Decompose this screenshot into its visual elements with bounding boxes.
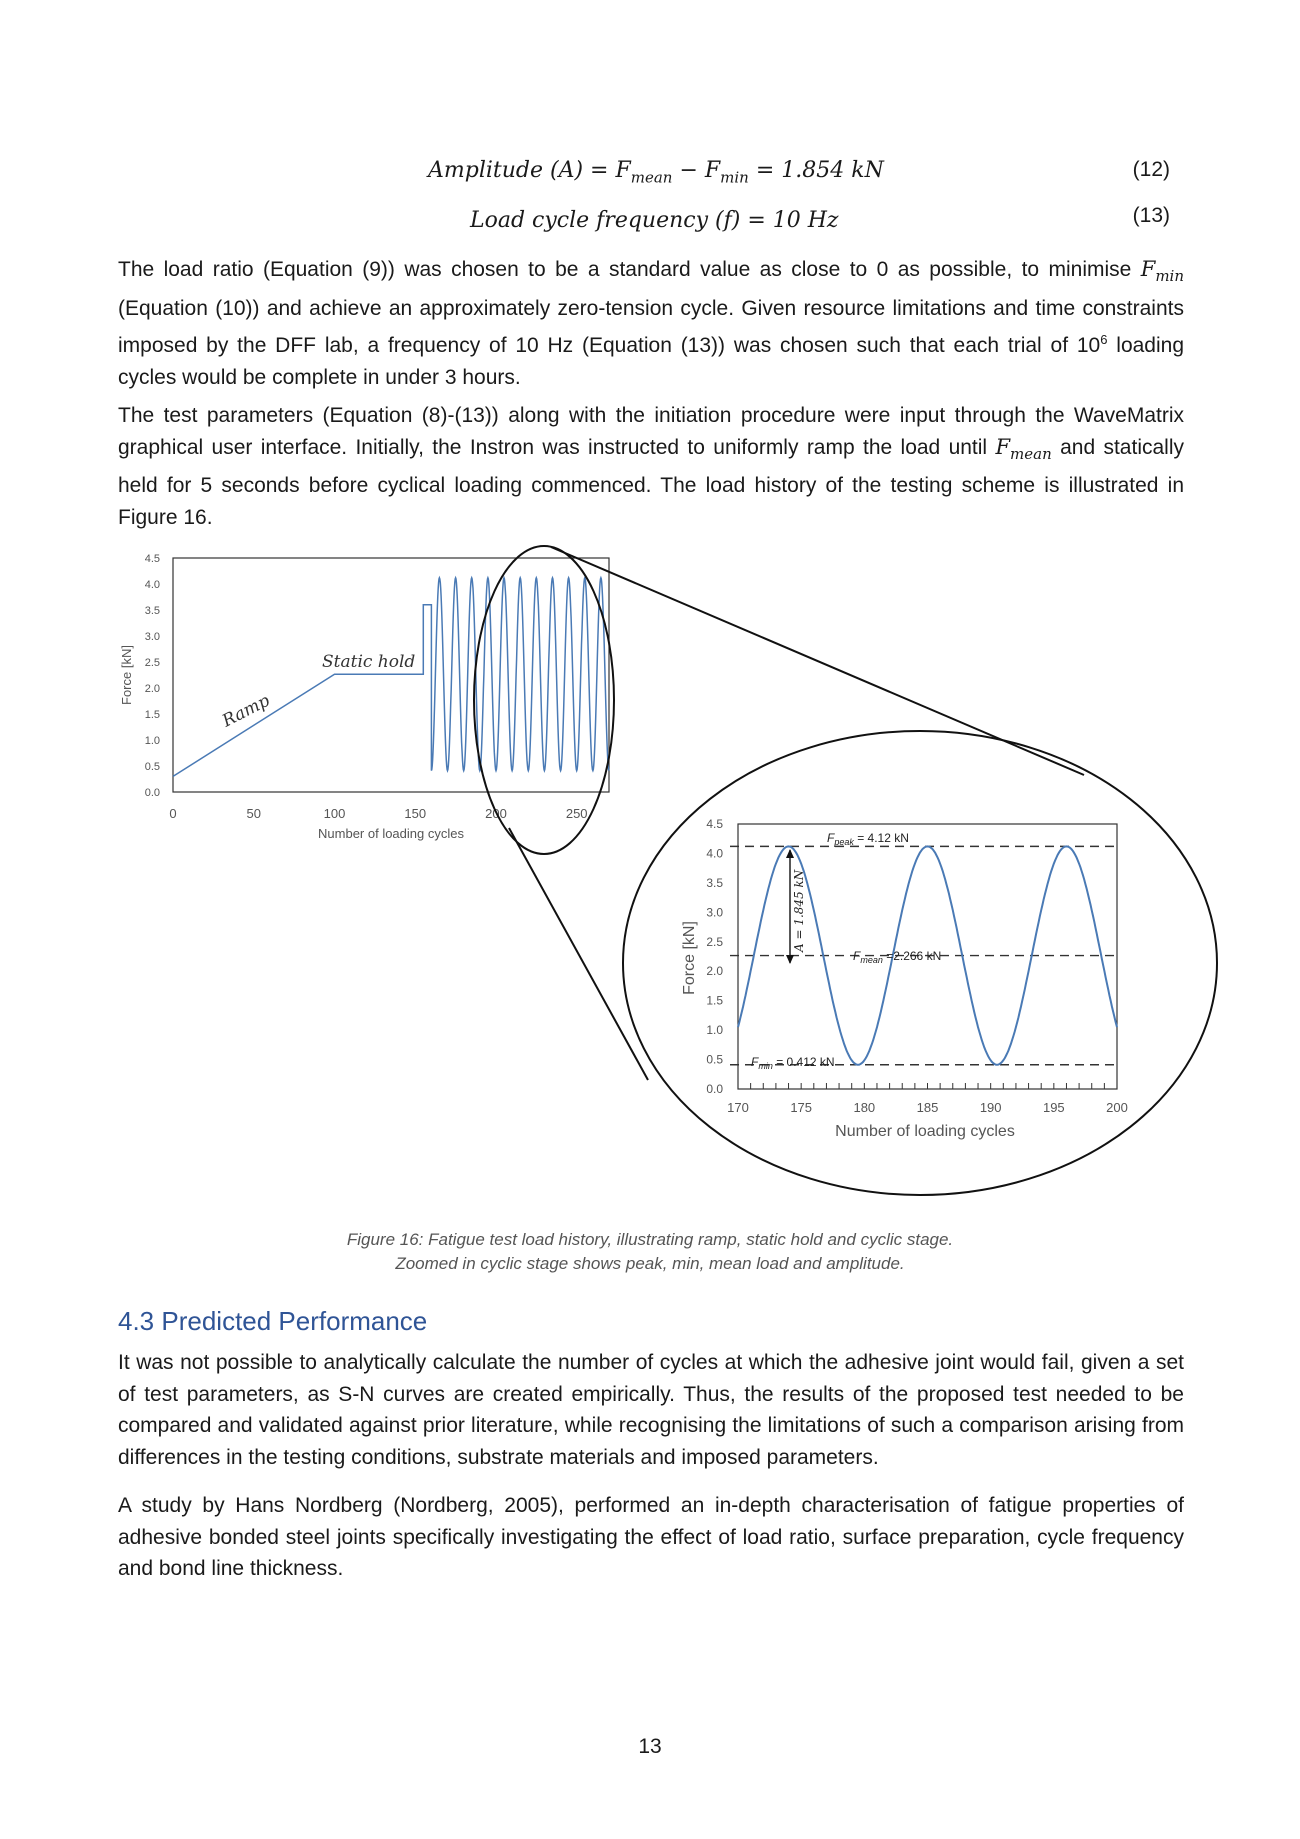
amplitude-arrow-head-top — [786, 849, 794, 858]
zoom-xtick-label: 185 — [916, 1100, 939, 1115]
page-number: 13 — [638, 1735, 662, 1758]
zoom-ytick-label: 0.5 — [706, 1052, 723, 1067]
paragraph-nordberg-study: A study by Hans Nordberg (Nordberg, 2005), performed an in-depth characterisation of fatigue properties of adhesive bonded steel joints specifically investigating the effect of load ratio, surface preparation, cycle frequency and bond line thickness. — [118, 1494, 1184, 1580]
zoom-xtick-label: 180 — [853, 1100, 876, 1115]
zoom-ytick-label: 3.5 — [706, 875, 723, 890]
figure-caption — [0, 1228, 1300, 1276]
paragraph-load-ratio: The load ratio (Equation (9)) was chosen to be a standard value as close to 0 as possible, to minimise $F_{min}$ (Equation (10)) and achieve an approximately zero-tension cycle. Given resource limitations and time constraints imposed by the DFF lab, a frequency of 10 Hz (Equation (13)) was chosen such that each trial of $10^6$ loading cycles would be complete in under 3 hours. — [118, 257, 1185, 389]
magnifier-small-ellipse — [474, 546, 614, 854]
main-ytick-label: 2.0 — [144, 683, 160, 695]
main-ytick-label: 1.0 — [144, 735, 160, 747]
main-ylabel: Force [kN] — [119, 645, 134, 705]
zoom-xlabel: Number of loading cycles — [835, 1123, 1015, 1140]
main-ytick-label: 4.5 — [144, 553, 160, 565]
main-xlabel: Number of loading cycles — [318, 826, 464, 841]
zoom-ytick-label: 1.0 — [706, 1023, 723, 1038]
peak-label: $F_{peak} = 4.12$ kN — [827, 831, 909, 847]
main-ytick-label: 1.5 — [144, 709, 160, 721]
main-ytick-label: 4.0 — [144, 579, 160, 591]
zoom-xtick-label: 190 — [979, 1100, 1002, 1115]
connector-bottom — [509, 828, 648, 1080]
amplitude-label: A = 1.845 kN — [792, 869, 806, 952]
main-ytick-label: 3.5 — [144, 605, 160, 617]
zoom-xtick-label: 175 — [790, 1100, 813, 1115]
main-xtick-label: 50 — [246, 806, 261, 821]
zoom-ytick-label: 2.5 — [706, 934, 723, 949]
zoom-ytick-label: 0.0 — [706, 1082, 723, 1096]
zoom-ylabel: Force [kN] — [681, 921, 698, 995]
zoom-ytick-label: 4.0 — [706, 846, 723, 861]
main-ytick-label: 3.0 — [144, 631, 160, 643]
paragraph-predicted-performance: It was not possible to analytically calculate the number of cycles at which the adhesive joint would fail, given a set of test parameters, as S-N curves are created empirically. Thus, the results of the proposed test needed to be compared and validated against prior literature, while recognising the limitations of such a comparison arising from differences in the testing conditions, substrate materials and imposed parameters. — [118, 1351, 1184, 1469]
figure-caption-line-1: Figure 16: Fatigue test load history, illustrating ramp, static hold and cyclic stage. — [346, 1230, 954, 1249]
equation-number-13: (13) — [1132, 204, 1170, 227]
zoom-xtick-label: 170 — [727, 1100, 749, 1115]
main-xtick-label: 100 — [323, 806, 346, 821]
main-xtick-label: 200 — [485, 806, 507, 821]
main-xtick-label: 0 — [169, 806, 177, 821]
amplitude-arrow-head-bottom — [786, 955, 794, 964]
equation-number-12: (12) — [1132, 158, 1170, 181]
zoom-xtick-label: 195 — [1042, 1100, 1065, 1115]
annotation-static-hold: Static hold — [322, 652, 416, 672]
equation-12: Amplitude $(A) = F_{mean} - F_{min} = 1.854$ kN — [428, 158, 884, 187]
main-ytick-label: 2.5 — [144, 657, 160, 669]
equation-13: Load cycle frequency (f) = 10 Hz — [470, 208, 839, 233]
figure-caption-line-2: Zoomed in cyclic stage shows peak, min, mean load and amplitude. — [395, 1254, 905, 1273]
main-xtick-label: 150 — [404, 806, 427, 821]
zoom-xtick-label: 200 — [1106, 1100, 1128, 1115]
mean-label: $F_{mean} =2.266$ kN — [853, 949, 942, 965]
zoom-ytick-label: 2.0 — [706, 964, 723, 979]
zoom-ytick-label: 4.5 — [706, 817, 723, 831]
min-label: $F_{min} = 0.412$ kN — [751, 1055, 835, 1071]
zoom-ytick-label: 1.5 — [706, 993, 723, 1008]
main-series-line — [173, 578, 609, 777]
main-ytick-label: 0.5 — [144, 761, 160, 773]
section-heading: 4.3 Predicted Performance — [118, 1306, 428, 1336]
zoom-ytick-label: 3.0 — [706, 905, 723, 920]
main-xtick-label: 250 — [565, 806, 588, 821]
main-ytick-label: 0.0 — [144, 787, 160, 799]
annotation-ramp: Ramp — [219, 690, 274, 732]
paragraph-test-parameters: The test parameters (Equation (8)-(13)) along with the initiation procedure were input through the WaveMatrix graphical user interface. Initially, the Instron was instructed to uniformly ramp the load until $F_{mean}$ and statically held for 5 seconds before cyclical loading commenced. The load history of the testing scheme is illustrated in Figure 16. — [118, 404, 1184, 529]
